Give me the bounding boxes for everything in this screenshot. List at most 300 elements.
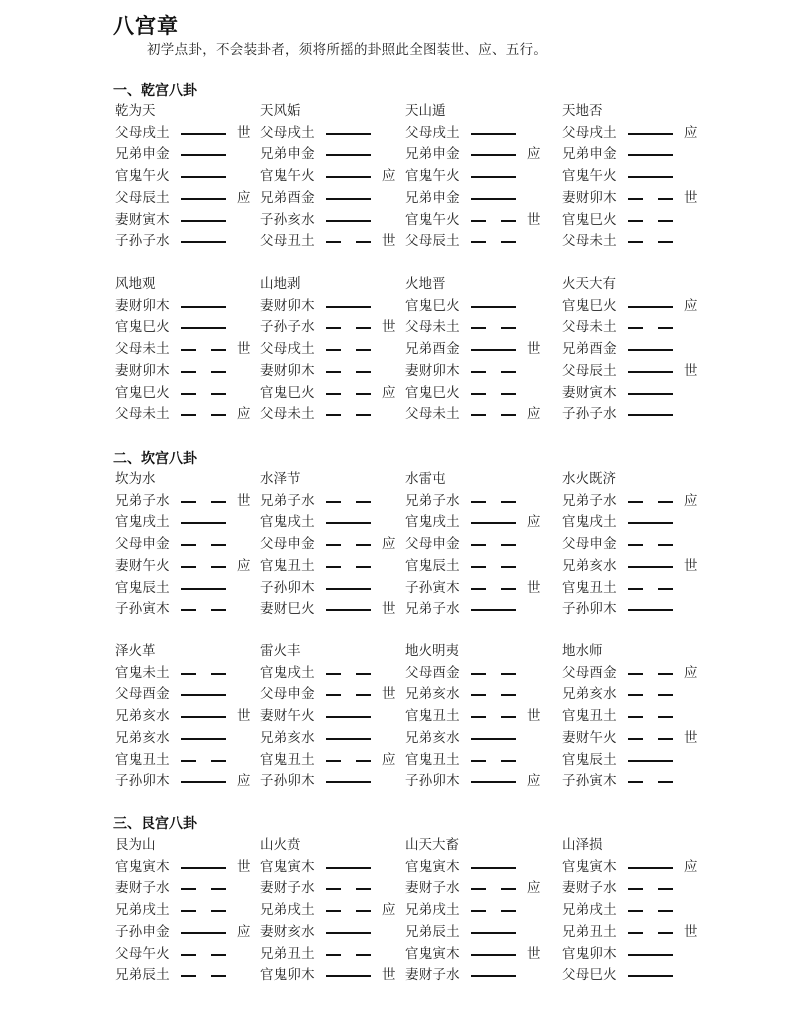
yao-line-row	[562, 922, 712, 943]
yang-line-icon	[326, 306, 371, 308]
yao-line-row	[405, 166, 555, 187]
yao-label: 子孙亥水	[260, 212, 315, 228]
yao-line-row	[562, 188, 712, 209]
yao-line-row	[260, 684, 410, 705]
yao-label: 兄弟亥水	[562, 686, 617, 702]
yang-line-icon	[471, 867, 516, 869]
yin-line-icon	[326, 241, 371, 243]
shi-marker: 世	[237, 125, 251, 141]
hexagram-name: 山泽损	[562, 837, 603, 853]
hexagram-name: 水泽节	[260, 471, 301, 487]
yao-line-row	[115, 728, 265, 749]
yao-line-row	[562, 771, 712, 792]
yao-label: 官鬼巳火	[115, 385, 170, 401]
shi-marker: 世	[527, 946, 541, 962]
yang-line-icon	[181, 932, 226, 934]
yin-line-icon	[181, 501, 226, 503]
yao-label: 父母未土	[260, 406, 315, 422]
yao-label: 父母未土	[405, 319, 460, 335]
shi-marker: 世	[527, 580, 541, 596]
yao-line-row	[405, 491, 555, 512]
yao-line-row	[405, 706, 555, 727]
yao-label: 官鬼午火	[260, 168, 315, 184]
ying-marker: 应	[237, 924, 251, 940]
section-title: 二、坎宫八卦	[113, 451, 197, 467]
section-title: 三、艮宫八卦	[113, 816, 197, 832]
yao-line-row	[260, 922, 410, 943]
yao-label: 妻财卯木	[115, 298, 170, 314]
yao-line-row	[405, 317, 555, 338]
yao-label: 父母巳火	[562, 967, 617, 983]
yin-line-icon	[326, 566, 371, 568]
ying-marker: 应	[237, 558, 251, 574]
yao-line-row	[260, 361, 410, 382]
yao-line-row	[562, 317, 712, 338]
yao-label: 官鬼丑土	[405, 708, 460, 724]
yao-label: 官鬼寅木	[405, 946, 460, 962]
yao-line-row	[562, 383, 712, 404]
yang-line-icon	[181, 176, 226, 178]
yang-line-icon	[326, 738, 371, 740]
yin-line-icon	[471, 393, 516, 395]
yao-label: 父母申金	[562, 536, 617, 552]
yang-line-icon	[628, 975, 673, 977]
yao-line-row	[405, 512, 555, 533]
yao-label: 兄弟子水	[562, 493, 617, 509]
yao-line-row	[115, 231, 265, 252]
yin-line-icon	[181, 760, 226, 762]
yao-line-row	[115, 944, 265, 965]
ying-marker: 应	[527, 146, 541, 162]
yao-line-row	[260, 578, 410, 599]
yin-line-icon	[326, 501, 371, 503]
yao-line-row	[115, 210, 265, 231]
yang-line-icon	[326, 932, 371, 934]
yang-line-icon	[326, 133, 371, 135]
yao-label: 兄弟申金	[562, 146, 617, 162]
yao-label: 父母辰土	[405, 233, 460, 249]
yang-line-icon	[181, 588, 226, 590]
yao-label: 子孙卯木	[115, 773, 170, 789]
yin-line-icon	[628, 738, 673, 740]
yao-label: 妻财寅木	[562, 385, 617, 401]
yang-line-icon	[326, 975, 371, 977]
yao-line-row	[405, 922, 555, 943]
ying-marker: 应	[684, 859, 698, 875]
hexagram-group	[0, 101, 800, 253]
ying-marker: 应	[382, 536, 396, 552]
yin-line-icon	[628, 781, 673, 783]
yin-line-icon	[181, 566, 226, 568]
yin-line-icon	[471, 888, 516, 890]
yao-line-row	[562, 512, 712, 533]
yin-line-icon	[628, 588, 673, 590]
yao-line-row	[405, 578, 555, 599]
yang-line-icon	[181, 220, 226, 222]
section-title: 一、乾宫八卦	[113, 83, 197, 99]
yang-line-icon	[326, 588, 371, 590]
yao-line-row	[562, 578, 712, 599]
yao-label: 官鬼午火	[405, 212, 460, 228]
yao-label: 兄弟丑土	[562, 924, 617, 940]
yao-label: 官鬼戌土	[405, 514, 460, 530]
yao-line-row	[562, 750, 712, 771]
shi-marker: 世	[684, 558, 698, 574]
yao-label: 妻财卯木	[260, 363, 315, 379]
shi-marker: 世	[684, 190, 698, 206]
yao-line-row	[562, 857, 712, 878]
yao-label: 子孙卯木	[260, 773, 315, 789]
yang-line-icon	[628, 176, 673, 178]
yao-line-row	[260, 404, 410, 425]
yao-label: 父母戌土	[405, 125, 460, 141]
yao-label: 父母戌土	[260, 341, 315, 357]
yang-line-icon	[471, 349, 516, 351]
yang-line-icon	[628, 566, 673, 568]
hexagram-group	[0, 835, 800, 987]
yao-line-row	[115, 317, 265, 338]
yin-line-icon	[628, 544, 673, 546]
yao-label: 妻财午火	[562, 730, 617, 746]
yin-line-icon	[326, 349, 371, 351]
yao-label: 兄弟子水	[405, 601, 460, 617]
yin-line-icon	[628, 501, 673, 503]
yin-line-icon	[628, 198, 673, 200]
yin-line-icon	[326, 327, 371, 329]
hexagram-group	[0, 641, 800, 793]
yao-label: 官鬼巳火	[562, 212, 617, 228]
yao-line-row	[260, 512, 410, 533]
yao-label: 官鬼巳火	[562, 298, 617, 314]
yao-line-row	[405, 965, 555, 986]
yang-line-icon	[181, 781, 226, 783]
yin-line-icon	[326, 954, 371, 956]
yin-line-icon	[628, 888, 673, 890]
yao-label: 父母辰土	[115, 190, 170, 206]
yao-line-row	[405, 339, 555, 360]
intro-text: 初学点卦，不会装卦者，须将所摇的卦照此全图装世、应、五行。	[147, 42, 548, 58]
yao-line-row	[115, 750, 265, 771]
ying-marker: 应	[382, 385, 396, 401]
yao-line-row	[405, 684, 555, 705]
yao-line-row	[405, 728, 555, 749]
yao-line-row	[115, 339, 265, 360]
yao-line-row	[260, 857, 410, 878]
yao-line-row	[562, 900, 712, 921]
yao-label: 妻财子水	[115, 880, 170, 896]
yao-label: 妻财午火	[260, 708, 315, 724]
ying-marker: 应	[684, 298, 698, 314]
yao-label: 官鬼卯木	[260, 967, 315, 983]
hexagram-group	[0, 274, 800, 426]
yang-line-icon	[471, 154, 516, 156]
yao-line-row	[405, 231, 555, 252]
yin-line-icon	[181, 910, 226, 912]
yao-label: 父母申金	[115, 536, 170, 552]
yang-line-icon	[326, 867, 371, 869]
yao-label: 妻财子水	[562, 880, 617, 896]
yin-line-icon	[181, 349, 226, 351]
yao-label: 兄弟戌土	[562, 902, 617, 918]
hexagram-name: 山地剥	[260, 276, 301, 292]
yao-line-row	[562, 556, 712, 577]
yao-label: 兄弟子水	[115, 493, 170, 509]
yao-line-row	[562, 663, 712, 684]
yao-line-row	[562, 944, 712, 965]
yao-line-row	[260, 166, 410, 187]
yao-label: 子孙卯木	[562, 601, 617, 617]
yao-label: 父母未土	[115, 406, 170, 422]
hexagram-name: 水火既济	[562, 471, 616, 487]
hexagram-name: 火地晋	[405, 276, 446, 292]
yang-line-icon	[471, 176, 516, 178]
yao-label: 子孙子水	[562, 406, 617, 422]
yang-line-icon	[471, 932, 516, 934]
yao-line-row	[562, 404, 712, 425]
shi-marker: 世	[237, 708, 251, 724]
yin-line-icon	[326, 888, 371, 890]
yin-line-icon	[326, 760, 371, 762]
yang-line-icon	[181, 154, 226, 156]
yao-label: 官鬼戌土	[260, 665, 315, 681]
yao-label: 父母未土	[562, 233, 617, 249]
yang-line-icon	[181, 716, 226, 718]
yao-label: 子孙寅木	[115, 601, 170, 617]
yao-label: 兄弟申金	[260, 146, 315, 162]
yao-label: 父母戌土	[115, 125, 170, 141]
yang-line-icon	[471, 522, 516, 524]
ying-marker: 应	[684, 665, 698, 681]
yang-line-icon	[628, 306, 673, 308]
yao-label: 官鬼午火	[405, 168, 460, 184]
ying-marker: 应	[382, 902, 396, 918]
yin-line-icon	[326, 544, 371, 546]
yao-label: 父母未土	[115, 341, 170, 357]
yao-line-row	[260, 123, 410, 144]
yao-label: 官鬼戌土	[115, 514, 170, 530]
yang-line-icon	[181, 198, 226, 200]
yao-label: 官鬼巳火	[260, 385, 315, 401]
yang-line-icon	[471, 738, 516, 740]
hexagram-name: 雷火丰	[260, 643, 301, 659]
yin-line-icon	[471, 501, 516, 503]
yin-line-icon	[471, 716, 516, 718]
yao-line-row	[405, 123, 555, 144]
yao-line-row	[562, 878, 712, 899]
yang-line-icon	[181, 867, 226, 869]
yao-label: 官鬼戌土	[562, 514, 617, 530]
yao-line-row	[260, 750, 410, 771]
yang-line-icon	[326, 220, 371, 222]
yin-line-icon	[471, 694, 516, 696]
yin-line-icon	[181, 393, 226, 395]
yao-label: 官鬼巳火	[405, 298, 460, 314]
yang-line-icon	[628, 609, 673, 611]
yao-label: 兄弟申金	[115, 146, 170, 162]
yao-label: 子孙子水	[260, 319, 315, 335]
yao-label: 妻财子水	[260, 880, 315, 896]
yang-line-icon	[628, 522, 673, 524]
yao-line-row	[260, 706, 410, 727]
yao-line-row	[115, 166, 265, 187]
hexagram-name: 山天大畜	[405, 837, 459, 853]
yao-line-row	[115, 123, 265, 144]
yao-line-row	[115, 361, 265, 382]
yao-line-row	[405, 296, 555, 317]
yao-label: 官鬼戌土	[260, 514, 315, 530]
yin-line-icon	[471, 566, 516, 568]
yao-line-row	[260, 556, 410, 577]
yao-line-row	[115, 965, 265, 986]
yao-line-row	[562, 491, 712, 512]
shi-marker: 世	[684, 730, 698, 746]
yang-line-icon	[628, 133, 673, 135]
yao-label: 官鬼寅木	[562, 859, 617, 875]
hexagram-group	[0, 469, 800, 621]
yao-line-row	[562, 231, 712, 252]
yao-label: 兄弟戌土	[405, 902, 460, 918]
yao-line-row	[405, 404, 555, 425]
yao-line-row	[115, 296, 265, 317]
yao-label: 父母丑土	[260, 233, 315, 249]
yao-line-row	[562, 684, 712, 705]
ying-marker: 应	[237, 406, 251, 422]
yao-line-row	[405, 857, 555, 878]
yao-line-row	[260, 188, 410, 209]
shi-marker: 世	[684, 924, 698, 940]
yao-label: 官鬼辰土	[115, 580, 170, 596]
yang-line-icon	[471, 954, 516, 956]
yao-line-row	[115, 684, 265, 705]
yao-label: 官鬼丑土	[405, 752, 460, 768]
yin-line-icon	[628, 327, 673, 329]
yang-line-icon	[471, 306, 516, 308]
hexagram-name: 水雷屯	[405, 471, 446, 487]
yao-label: 子孙卯木	[405, 773, 460, 789]
yao-line-row	[562, 144, 712, 165]
yao-label: 兄弟辰土	[115, 967, 170, 983]
yao-label: 兄弟辰土	[405, 924, 460, 940]
yin-line-icon	[628, 932, 673, 934]
yao-label: 官鬼寅木	[405, 859, 460, 875]
yao-label: 官鬼未土	[115, 665, 170, 681]
hexagram-name: 地水师	[562, 643, 603, 659]
yin-line-icon	[326, 910, 371, 912]
shi-marker: 世	[527, 341, 541, 357]
yao-label: 父母申金	[405, 536, 460, 552]
hexagram-name: 火天大有	[562, 276, 616, 292]
yang-line-icon	[181, 694, 226, 696]
yao-line-row	[405, 534, 555, 555]
yao-line-row	[260, 210, 410, 231]
shi-marker: 世	[527, 212, 541, 228]
yang-line-icon	[181, 306, 226, 308]
yao-label: 官鬼寅木	[115, 859, 170, 875]
yao-line-row	[260, 944, 410, 965]
ying-marker: 应	[527, 773, 541, 789]
yin-line-icon	[471, 544, 516, 546]
yao-line-row	[260, 965, 410, 986]
yao-line-row	[405, 878, 555, 899]
shi-marker: 世	[684, 363, 698, 379]
yang-line-icon	[471, 781, 516, 783]
hexagram-name: 泽火革	[115, 643, 156, 659]
yang-line-icon	[326, 716, 371, 718]
ying-marker: 应	[382, 168, 396, 184]
yang-line-icon	[628, 760, 673, 762]
yin-line-icon	[326, 694, 371, 696]
yao-label: 妻财巳火	[260, 601, 315, 617]
yao-label: 子孙寅木	[405, 580, 460, 596]
yao-label: 官鬼辰土	[405, 558, 460, 574]
yao-line-row	[405, 900, 555, 921]
yao-label: 妻财亥水	[260, 924, 315, 940]
hexagram-name: 地火明夷	[405, 643, 459, 659]
yang-line-icon	[181, 327, 226, 329]
yao-line-row	[562, 361, 712, 382]
yao-line-row	[115, 922, 265, 943]
yao-line-row	[115, 900, 265, 921]
yang-line-icon	[326, 522, 371, 524]
hexagram-name: 天地否	[562, 103, 603, 119]
yao-line-row	[115, 578, 265, 599]
shi-marker: 世	[382, 686, 396, 702]
yang-line-icon	[326, 609, 371, 611]
yao-label: 妻财午火	[115, 558, 170, 574]
yang-line-icon	[326, 198, 371, 200]
shi-marker: 世	[237, 493, 251, 509]
yao-label: 妻财子水	[405, 967, 460, 983]
yang-line-icon	[628, 414, 673, 416]
yao-line-row	[115, 383, 265, 404]
yin-line-icon	[628, 716, 673, 718]
yao-line-row	[115, 188, 265, 209]
yao-line-row	[260, 231, 410, 252]
yao-line-row	[260, 771, 410, 792]
ying-marker: 应	[527, 514, 541, 530]
hexagram-name: 风地观	[115, 276, 156, 292]
yang-line-icon	[326, 176, 371, 178]
yang-line-icon	[471, 198, 516, 200]
yin-line-icon	[628, 673, 673, 675]
yao-line-row	[115, 878, 265, 899]
yao-line-row	[115, 144, 265, 165]
yang-line-icon	[326, 154, 371, 156]
hexagram-name: 天风姤	[260, 103, 301, 119]
hexagram-name: 乾为天	[115, 103, 156, 119]
yin-line-icon	[181, 975, 226, 977]
yao-line-row	[115, 663, 265, 684]
yao-label: 兄弟亥水	[260, 730, 315, 746]
yao-label: 父母未土	[562, 319, 617, 335]
shi-marker: 世	[237, 859, 251, 875]
yao-label: 兄弟酉金	[405, 341, 460, 357]
yao-line-row	[115, 599, 265, 620]
yao-label: 父母未土	[405, 406, 460, 422]
yao-line-row	[260, 663, 410, 684]
yao-label: 兄弟亥水	[115, 708, 170, 724]
shi-marker: 世	[237, 341, 251, 357]
yin-line-icon	[628, 910, 673, 912]
yin-line-icon	[628, 220, 673, 222]
yao-line-row	[405, 944, 555, 965]
yao-line-row	[115, 534, 265, 555]
yao-label: 官鬼卯木	[562, 946, 617, 962]
yao-label: 兄弟亥水	[405, 730, 460, 746]
ying-marker: 应	[684, 125, 698, 141]
yao-line-row	[562, 965, 712, 986]
hexagram-name: 天山遁	[405, 103, 446, 119]
